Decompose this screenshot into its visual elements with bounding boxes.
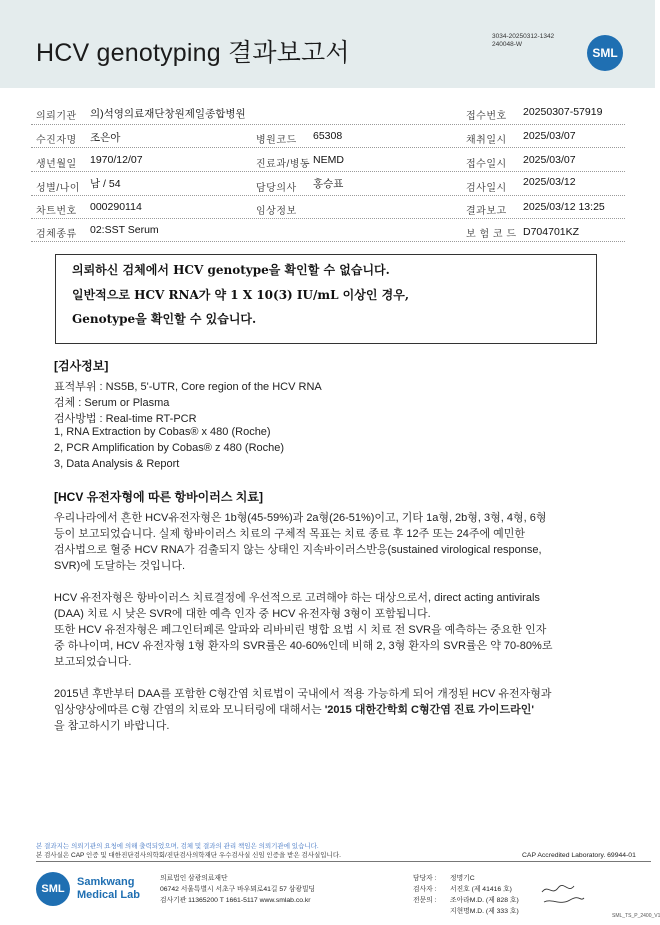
antiviral-para1-line: SVR)에 도달하는 것입니다. — [54, 560, 186, 572]
label-collection-date: 채취일시 — [466, 135, 507, 146]
staff-name: 서진호 (제 41416 호) — [450, 886, 512, 893]
sml-logo: SML — [587, 35, 623, 71]
antiviral-para2-line: 중 하나이며, HCV 유전자형 1형 환자의 SVR률은 40-60%인데 비해 2, 3형 환자의 SVR률은 약 70-80%로 — [54, 640, 553, 652]
staff-role: 담당자 : — [413, 875, 437, 882]
antiviral-para2-line: 보고되었습니다. — [54, 656, 132, 668]
hospital-code: 65308 — [313, 130, 343, 142]
result-line-1: 의뢰하신 검체에서 HCV genotype을 확인할 수 없습니다. — [72, 263, 390, 277]
staff-role: 전문의 : — [413, 897, 437, 904]
label-hospital-code: 병원코드 — [256, 135, 297, 146]
label-birth-date: 생년월일 — [36, 159, 77, 170]
physician: 홍승표 — [313, 178, 344, 190]
report-subcode: 240048-W — [492, 41, 522, 48]
lab-name-2: Medical Lab — [77, 889, 140, 901]
report-code: 3034-20250312-1342 — [492, 33, 555, 40]
sex-age: 남 / 54 — [90, 178, 121, 190]
patient-name: 조은아 — [90, 132, 121, 144]
label-clinical-info: 임상정보 — [256, 206, 297, 217]
footer-notice-blue: 본 결과지는 의뢰기관의 요청에 의해 출력되었으며, 검체 및 결과의 관리 책임은 의뢰기관에 있습니다. — [36, 843, 319, 850]
samkwang-logo: SML — [36, 872, 70, 906]
row-divider — [31, 147, 625, 148]
row-divider — [31, 195, 625, 196]
result-line-3: Genotype을 확인할 수 있습니다. — [72, 312, 257, 326]
para3-text: 임상양상에따른 C형 간염의 치료와 모니터링에 대해서는 — [54, 704, 325, 716]
department: NEMD — [313, 154, 344, 166]
antiviral-para2-line: HCV 유전자형은 항바이러스 치료결정에 우선적으로 고려해야 하는 대상으로서, direct acting antivirals — [54, 592, 540, 604]
antiviral-para3-line: 을 참고하시기 바랍니다. — [54, 720, 170, 732]
test-info-line: 3, Data Analysis & Report — [54, 458, 180, 470]
birth-date: 1970/12/07 — [90, 154, 143, 166]
requesting-institution: 의)석영의료재단창원제일종합병원 — [90, 108, 246, 120]
receipt-number: 20250307-57919 — [523, 106, 603, 118]
receipt-date: 2025/03/07 — [523, 154, 576, 166]
license-contact: 검사기관 11365200 T 1661-5117 www.smlab.co.kr — [160, 897, 311, 904]
test-info-line: 검사방법 : Real-time RT-PCR — [54, 413, 197, 425]
antiviral-para3-line — [54, 701, 534, 717]
guideline-reference: '2015 대한간학회 C형간염 진료 가이드라인' — [324, 704, 534, 716]
row-divider — [31, 241, 625, 242]
label-receipt-number: 접수번호 — [466, 111, 507, 122]
test-info-line: 표적부위 : NS5B, 5'-UTR, Core region of the HCV RNA — [54, 381, 322, 393]
label-sex-age: 성별/나이 — [36, 183, 80, 194]
lab-name: Samkwang — [77, 876, 135, 888]
chart-number: 000290114 — [90, 201, 142, 213]
organization: 의료법인 삼광의료재단 — [160, 875, 228, 882]
row-divider — [31, 218, 625, 219]
signature-image — [538, 880, 588, 910]
label-insurance-code: 보 험 코 드 — [466, 229, 517, 240]
collection-date: 2025/03/07 — [523, 130, 576, 142]
label-report-date: 결과보고 — [466, 206, 507, 217]
staff-name: 조아라M.D. (제 828 호) — [450, 897, 519, 904]
staff-name: 정명기C — [450, 875, 475, 882]
specimen-type: 02:SST Serum — [90, 224, 159, 236]
report-date: 2025/03/12 13:25 — [523, 201, 605, 213]
test-date: 2025/03/12 — [523, 176, 576, 188]
label-chart-number: 차트번호 — [36, 206, 77, 217]
address: 06742 서울특별시 서초구 바우뫼로41길 57 삼광빌딩 — [160, 886, 316, 893]
insurance-code: D704701KZ — [523, 226, 580, 238]
test-info-line: 검체 : Serum or Plasma — [54, 397, 170, 409]
row-divider — [31, 124, 625, 125]
staff-name: 지현명M.D. (제 333 호) — [450, 908, 519, 915]
label-patient-name: 수진자명 — [36, 135, 77, 146]
antiviral-para2-line: 또한 HCV 유전자형은 페그인터페론 알파와 리바비린 병합 요법 시 치료 전 SVR을 예측하는 중요한 인자 — [54, 624, 547, 636]
report-title: HCV genotyping 결과보고서 — [36, 39, 350, 67]
row-divider — [31, 171, 625, 172]
antiviral-para1-line: 우리나라에서 흔한 HCV유전자형은 1b형(45-59%)과 2a형(26-51%)이고, 기타 1a형, 2b형, 3형, 4형, 6형 — [54, 512, 547, 524]
test-info-heading: [검사정보] — [54, 359, 109, 373]
label-test-date: 검사일시 — [466, 183, 507, 194]
label-requesting-institution: 의뢰기관 — [36, 111, 77, 122]
antiviral-para1-line: 등이 보고되었습니다. 실제 항바이러스 치료의 구체적 목표는 치료 종료 후 12주 또는 24주에 예민한 — [54, 528, 526, 540]
antiviral-para1-line: 검사법으로 혈중 HCV RNA가 검출되지 않는 상태인 지속바이러스반응(sustained virological response, — [54, 544, 542, 556]
staff-role: 검사자 : — [413, 886, 437, 893]
antiviral-para2-line: (DAA) 치료 시 낮은 SVR에 대한 예측 인자 중 HCV 유전자형 3형이 포함됩니다. — [54, 608, 431, 620]
label-physician: 담당의사 — [256, 183, 297, 194]
cap-accreditation: CAP Accredited Laboratory. 69944-01 — [522, 852, 636, 859]
antiviral-heading: [HCV 유전자형에 따른 항바이러스 치료] — [54, 490, 263, 504]
result-box — [55, 254, 597, 344]
label-specimen-type: 검체종류 — [36, 229, 77, 240]
form-code: SML_TS_P_2400_V1 — [612, 913, 660, 919]
test-info-line: 1, RNA Extraction by Cobas® x 480 (Roche) — [54, 426, 271, 438]
label-department: 진료과/병동 — [256, 159, 311, 170]
antiviral-para3-line: 2015년 후반부터 DAA를 포함한 C형간염 치료법이 국내에서 적용 가능하게 되어 개정된 HCV 유전자형과 — [54, 688, 552, 700]
footer-divider — [36, 861, 651, 862]
result-line-2: 일반적으로 HCV RNA가 약 1 X 10(3) IU/mL 이상인 경우, — [72, 288, 409, 302]
footer-notice: 본 검사실은 CAP 인증 및 대한진단검사의학회/진단검사의학재단 우수검사실 신임 인증을 받은 검사실입니다. — [36, 852, 341, 859]
test-info-line: 2, PCR Amplification by Cobas® z 480 (Roche) — [54, 442, 285, 454]
label-receipt-date: 접수일시 — [466, 159, 507, 170]
